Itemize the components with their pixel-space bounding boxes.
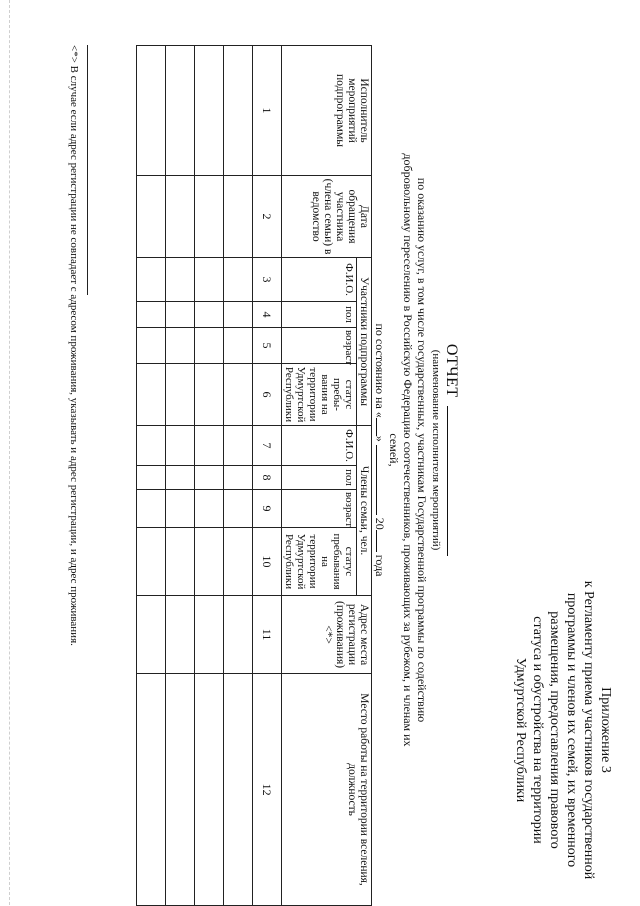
table-cell [166, 596, 195, 674]
date-year-prefix: 20 [373, 517, 387, 530]
appendix-line: к Регламенту приема участников государственной [581, 580, 596, 880]
column-number: 1 [253, 46, 282, 176]
table-row [195, 46, 224, 906]
header-family-status: статус пребывания на территории Удмуртской Республики [282, 528, 357, 596]
table-cell [195, 426, 224, 466]
table-cell [195, 46, 224, 176]
table-cell [195, 596, 224, 674]
column-number: 9 [253, 490, 282, 528]
table-cell [195, 364, 224, 426]
header-participant-status: статус пребы-вания на территории Удмуртской Республики [282, 364, 357, 426]
report-date-line [373, 150, 387, 750]
table-cell [195, 328, 224, 364]
header-executor: Исполнитель мероприятий подпрограммы [282, 46, 372, 176]
table-cell [166, 328, 195, 364]
table-cell [166, 426, 195, 466]
header-family-sex: пол [282, 466, 357, 490]
report-title-row [442, 150, 460, 750]
table-cell [166, 258, 195, 302]
day-blank [376, 418, 387, 436]
footnote: <*> В случае если адрес регистрации не совпадает с адресом проживания, указывать и адрес регистрации, и адрес проживания. [68, 45, 80, 646]
month-blank [376, 445, 387, 515]
table-cell [224, 328, 253, 364]
column-number: 4 [253, 302, 282, 328]
column-number: 5 [253, 328, 282, 364]
date-prefix: по состоянию на « [373, 323, 387, 418]
table-cell [224, 596, 253, 674]
header-family-age: возраст [282, 490, 357, 528]
table-cell [195, 528, 224, 596]
header-participant-sex: пол [282, 302, 357, 328]
footnote-divider [87, 45, 88, 295]
table-cell [224, 176, 253, 258]
table-cell [195, 302, 224, 328]
table-cell [137, 46, 166, 176]
table-cell [224, 490, 253, 528]
column-number: 11 [253, 596, 282, 674]
table-cell [166, 176, 195, 258]
report-header [373, 150, 460, 750]
table-cell [224, 258, 253, 302]
table-cell [224, 302, 253, 328]
table-row [137, 46, 166, 906]
date-mid: » [373, 435, 387, 442]
table-cell [137, 466, 166, 490]
date-year-word: года [373, 554, 387, 577]
table-cell [137, 328, 166, 364]
table-cell [137, 258, 166, 302]
executor-hint: (наименование исполнителя мероприятий) [430, 349, 442, 551]
report-subtitle-line: добровольному переселению в Российскую Федерацию соотечественников, проживающих за рубежом, и членам их семей, [387, 153, 415, 747]
column-number: 10 [253, 528, 282, 596]
table-cell [195, 258, 224, 302]
column-number: 12 [253, 674, 282, 906]
report-table [136, 45, 372, 906]
column-number-row [253, 46, 282, 906]
appendix-line: программы и членов их семей, их временного [564, 592, 579, 868]
table-cell [224, 426, 253, 466]
scan-edge-line [9, 0, 10, 905]
table-cell [195, 490, 224, 528]
table-cell [137, 302, 166, 328]
table-row [166, 46, 195, 906]
table-cell [166, 528, 195, 596]
appendix-block [512, 570, 614, 890]
appendix-line: статуса и обустройства на территории [530, 616, 545, 844]
executor-blank-line [447, 406, 460, 556]
header-family-group: Члены семьи, чел. [357, 426, 372, 596]
table-cell [166, 364, 195, 426]
table-cell [166, 46, 195, 176]
table-cell [137, 528, 166, 596]
table-cell [224, 674, 253, 906]
table-cell [166, 466, 195, 490]
table-cell [224, 364, 253, 426]
header-work: Место работы на территории вселения, должность [282, 674, 372, 906]
header-family-fio: Ф.И.О. [282, 426, 357, 466]
table-cell [137, 674, 166, 906]
table-cell [137, 364, 166, 426]
column-number: 2 [253, 176, 282, 258]
header-address: Адрес места регистрации (проживания) <*> [282, 596, 372, 674]
table-cell [166, 302, 195, 328]
appendix-line: размещения, предоставления правового [547, 611, 562, 849]
table-cell [137, 490, 166, 528]
table-cell [137, 176, 166, 258]
table-row [224, 46, 253, 906]
report-title: ОТЧЕТ [443, 343, 460, 398]
report-subtitle-line: по оказанию услуг, в том числе государственных, участникам Государственной программы по содействию [415, 177, 429, 723]
table-cell [137, 426, 166, 466]
appendix-title: Приложение 3 [598, 687, 613, 773]
table-cell [195, 176, 224, 258]
column-number: 3 [253, 258, 282, 302]
table-cell [195, 674, 224, 906]
table-cell [195, 466, 224, 490]
column-number: 8 [253, 466, 282, 490]
header-participants-group: Участники подпрограммы [357, 258, 372, 426]
column-number: 7 [253, 426, 282, 466]
year-blank [376, 530, 387, 552]
header-date: Дата обращения участника (члена семьи) в ведомство [282, 176, 372, 258]
table-cell [224, 528, 253, 596]
table-cell [224, 46, 253, 176]
table-cell [137, 596, 166, 674]
table-cell [224, 466, 253, 490]
column-number: 6 [253, 364, 282, 426]
header-participant-age: возраст [282, 328, 357, 364]
table-cell [166, 490, 195, 528]
header-participant-fio: Ф.И.О. [282, 258, 357, 302]
appendix-line: Удмуртской Республики [513, 657, 528, 803]
table-cell [166, 674, 195, 906]
